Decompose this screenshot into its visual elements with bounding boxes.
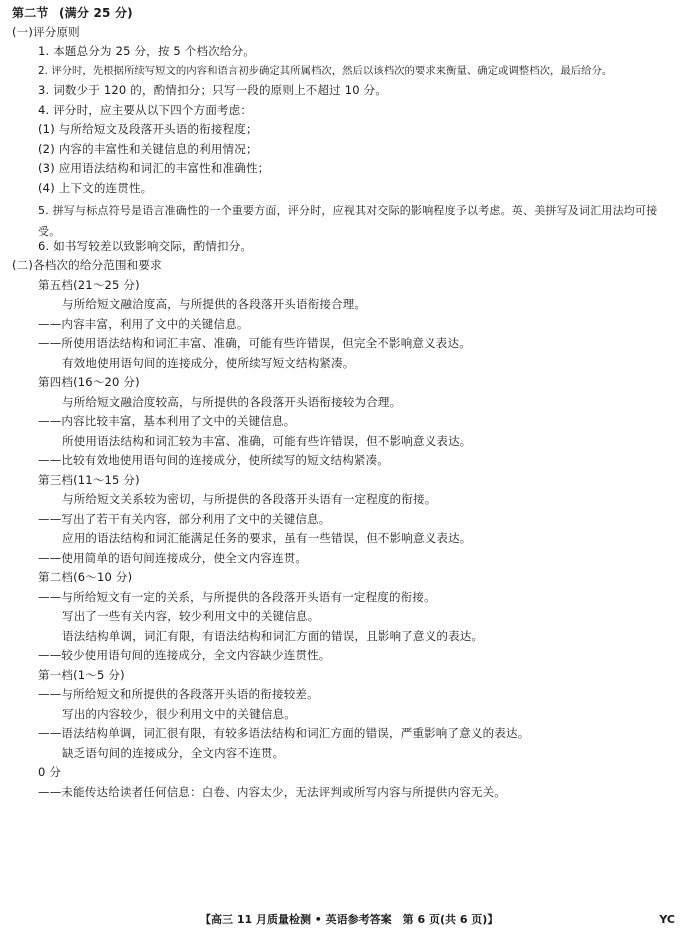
level-line: ——内容比较丰富，基本利用了文中的关键信息。 — [38, 414, 296, 428]
level-line: 所使用语法结构和词汇较为丰富、准确，可能有些许错误，但不影响意义表达。 — [62, 434, 472, 448]
principle-item: 6. 如书写较差以致影响交际，酌情扣分。 — [38, 239, 253, 253]
level-line: ——语法结构单调，词汇很有限，有较多语法结构和词汇方面的错误，严重影响了意义的表达。 — [38, 726, 530, 740]
level-title: 第一档(1～5 分) — [38, 668, 125, 682]
level-line: ——与所给短文有一定的关系，与所提供的各段落开头语有一定程度的衔接。 — [38, 590, 436, 604]
page-footer: 【高三 11 月质量检测 • 英语参考答案 第 6 页(共 6 页)】 — [200, 913, 499, 926]
level-line: 应用的语法结构和词汇能满足任务的要求，虽有一些错误，但不影响意义表达。 — [62, 531, 472, 545]
level-line: ——与所给短文和所提供的各段落开头语的衔接较差。 — [38, 687, 319, 701]
footer-code: YC — [659, 913, 675, 926]
level-line: 与所给短文关系较为密切，与所提供的各段落开头语有一定程度的衔接。 — [62, 492, 437, 506]
level-title: 第二档(6～10 分) — [38, 570, 133, 584]
level-line: 语法结构单调，词汇有限，有语法结构和词汇方面的错误，且影响了意义的表达。 — [62, 629, 484, 643]
section-title — [12, 6, 133, 20]
principle-item: (1) 与所给短文及段落开头语的衔接程度； — [38, 122, 258, 136]
level-line: 有效地使用语句间的连接成分，使所续写短文结构紧凑。 — [62, 356, 355, 370]
level-line: ——内容丰富，利用了文中的关键信息。 — [38, 317, 249, 331]
principle-item: (4) 上下文的连贯性。 — [38, 181, 153, 195]
level-title: 第四档(16～20 分) — [38, 375, 140, 389]
grades-heading: (二)各档次的给分范围和要求 — [12, 258, 162, 272]
level-line: ——较少使用语句间的连接成分，全文内容缺少连贯性。 — [38, 648, 331, 662]
principle-item: 1. 本题总分为 25 分，按 5 个档次给分。 — [38, 44, 255, 58]
level-line: 与所给短文融洽度高，与所提供的各段落开头语衔接合理。 — [62, 297, 367, 311]
level-line: 写出的内容较少，很少利用文中的关键信息。 — [62, 707, 296, 721]
level-title: 0 分 — [38, 765, 62, 779]
level-line: ——使用简单的语句间连接成分，使全文内容连贯。 — [38, 551, 308, 565]
level-line: 缺乏语句间的连接成分，全文内容不连贯。 — [62, 746, 285, 760]
section-label: 第二节 — [12, 6, 49, 20]
level-line: 与所给短文融洽度较高，与所提供的各段落开头语衔接较为合理。 — [62, 395, 402, 409]
principle-item: 5. 拼写与标点符号是语言准确性的一个重要方面，评分时，应视其对交际的影响程度予以考虑。英、美拼写及词汇用法均可接受。 — [38, 204, 658, 238]
level-line: ——写出了若干有关内容，部分利用了文中的关键信息。 — [38, 512, 331, 526]
level-title: 第三档(11～15 分) — [38, 473, 140, 487]
level-title: 第五档(21～25 分) — [38, 278, 140, 292]
level-line: ——所使用语法结构和词汇丰富、准确，可能有些许错误，但完全不影响意义表达。 — [38, 336, 471, 350]
principle-item: (3) 应用语法结构和词汇的丰富性和准确性； — [38, 161, 270, 175]
principle-item: 4. 评分时，应主要从以下四个方面考虑： — [38, 103, 253, 117]
principle-item: (2) 内容的丰富性和关键信息的利用情况； — [38, 142, 258, 156]
level-line: 写出了一些有关内容，较少利用文中的关键信息。 — [62, 609, 320, 623]
principle-item: 3. 词数少于 120 的，酌情扣分；只写一段的原则上不超过 10 分。 — [38, 83, 388, 97]
level-line: ——比较有效地使用语句间的连接成分，使所续写的短文结构紧凑。 — [38, 453, 389, 467]
principles-heading: (一)评分原则 — [12, 25, 80, 39]
level-line: ——未能传达给读者任何信息：白卷、内容太少，无法评判或所写内容与所提供内容无关。 — [38, 785, 506, 799]
principle-item: 2. 评分时，先根据所续写短文的内容和语言初步确定其所属档次，然后以该档次的要求来衡量、确定或调整档次，最后给分。 — [38, 65, 613, 77]
section-full-marks: (满分 25 分) — [59, 6, 133, 20]
